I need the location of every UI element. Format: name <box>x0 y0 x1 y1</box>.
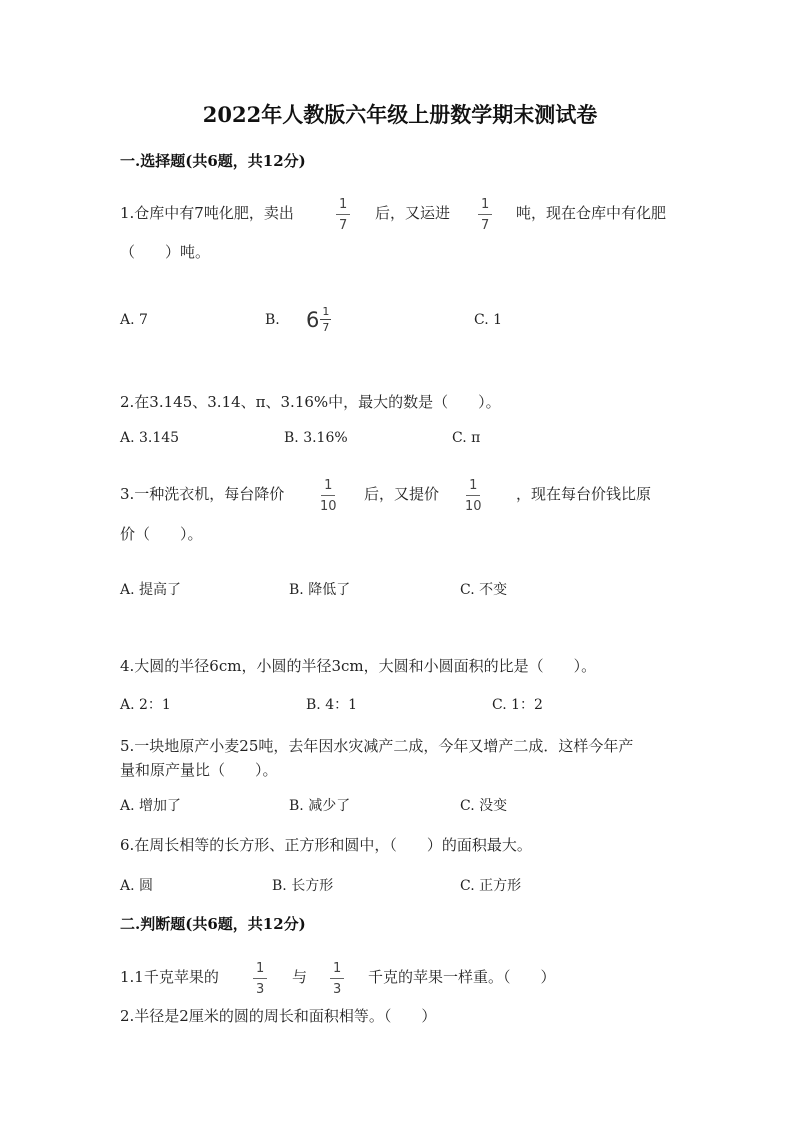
fraction-numerator: 1 <box>253 962 267 979</box>
question-2-text: 2.在3.145、3.14、π、3.16%中，最大的数是（ ）。 <box>120 393 501 411</box>
question-6-option-c: C. 正方形 <box>460 878 522 894</box>
mixed-number-whole: 6 <box>306 307 320 332</box>
judgment-2-text: 2.半径是2厘米的圆的周长和面积相等。（ ） <box>120 1007 437 1025</box>
question-3-option-b: B. 降低了 <box>289 582 351 598</box>
fraction-denominator: 7 <box>339 218 348 233</box>
question-3-option-c: C. 不变 <box>460 582 508 598</box>
question-1-option-b-label: B. <box>265 312 280 328</box>
question-4-option-c: C. 1：2 <box>492 697 543 713</box>
question-1-text-part2: 后，又运进 <box>375 204 451 222</box>
question-5-text-line2: 量和原产量比（ ）。 <box>120 761 278 779</box>
judgment-1-text-part3: 千克的苹果一样重。（ ） <box>368 968 556 986</box>
question-6-option-b: B. 长方形 <box>272 878 334 894</box>
judgment-1-fraction-1 <box>253 962 267 996</box>
question-1-text-part3: 吨，现在仓库中有化肥 <box>516 204 667 222</box>
fraction-denominator: 3 <box>256 982 265 997</box>
fraction-numerator: 1 <box>330 962 344 979</box>
section-heading-judgment: 二.判断题(共6题，共12分) <box>120 915 306 933</box>
fraction-numerator: 1 <box>478 198 492 215</box>
question-4-option-b: B. 4：1 <box>306 697 358 713</box>
question-2-option-b: B. 3.16% <box>284 430 348 446</box>
fraction-denominator: 10 <box>465 499 482 514</box>
question-1-text-part1: 1.仓库中有7吨化肥，卖出 <box>120 204 294 222</box>
question-1-fraction-2 <box>478 198 492 232</box>
question-1-text-line2: （ ）吨。 <box>120 243 211 261</box>
question-6-option-a: A. 圆 <box>120 878 154 894</box>
question-5-option-c: C. 没变 <box>460 798 508 814</box>
question-4-option-a: A. 2：1 <box>120 697 171 713</box>
question-3-text-part1: 3.一种洗衣机，每台降价 <box>120 485 285 503</box>
question-2-option-c: C. π <box>452 430 481 446</box>
fraction-denominator: 10 <box>320 499 337 514</box>
question-5-text-line1: 5.一块地原产小麦25吨，去年因水灾减产二成，今年又增产二成．这样今年产 <box>120 737 634 755</box>
fraction-numerator: 1 <box>322 305 330 318</box>
judgment-1-text-part2: 与 <box>292 968 308 986</box>
question-1-option-c: C. 1 <box>474 312 503 328</box>
section-heading-choice: 一.选择题(共6题，共12分) <box>120 152 306 170</box>
mixed-number-fraction <box>320 306 331 333</box>
fraction-denominator: 7 <box>322 321 330 334</box>
question-3-text-part2: 后，又提价 <box>364 485 440 503</box>
question-3-text-line2: 价（ ）。 <box>120 525 203 543</box>
fraction-numerator: 1 <box>336 198 350 215</box>
judgment-1-fraction-2 <box>330 962 344 996</box>
question-1-fraction-1 <box>336 198 350 232</box>
question-3-fraction-2 <box>465 479 482 513</box>
fraction-denominator: 7 <box>481 218 490 233</box>
question-1-option-a: A. 7 <box>120 312 148 328</box>
question-3-fraction-1 <box>320 479 337 513</box>
question-1-option-b-mixed-number <box>306 306 331 333</box>
question-5-option-b: B. 减少了 <box>289 798 351 814</box>
question-5-option-a: A. 增加了 <box>120 798 182 814</box>
question-3-text-part3: ，现在每台价钱比原 <box>516 485 652 503</box>
question-3-option-a: A. 提高了 <box>120 582 182 598</box>
fraction-denominator: 3 <box>333 982 342 997</box>
page-title: 2022年人教版六年级上册数学期末测试卷 <box>202 102 598 127</box>
question-4-text: 4.大圆的半径6cm，小圆的半径3cm，大圆和小圆面积的比是（ ）。 <box>120 657 597 675</box>
judgment-1-text-part1: 1.1千克苹果的 <box>120 968 219 986</box>
fraction-numerator: 1 <box>321 479 335 496</box>
question-2-option-a: A. 3.145 <box>120 430 180 446</box>
question-6-text: 6.在周长相等的长方形、正方形和圆中，（ ）的面积最大。 <box>120 836 532 854</box>
fraction-numerator: 1 <box>466 479 480 496</box>
